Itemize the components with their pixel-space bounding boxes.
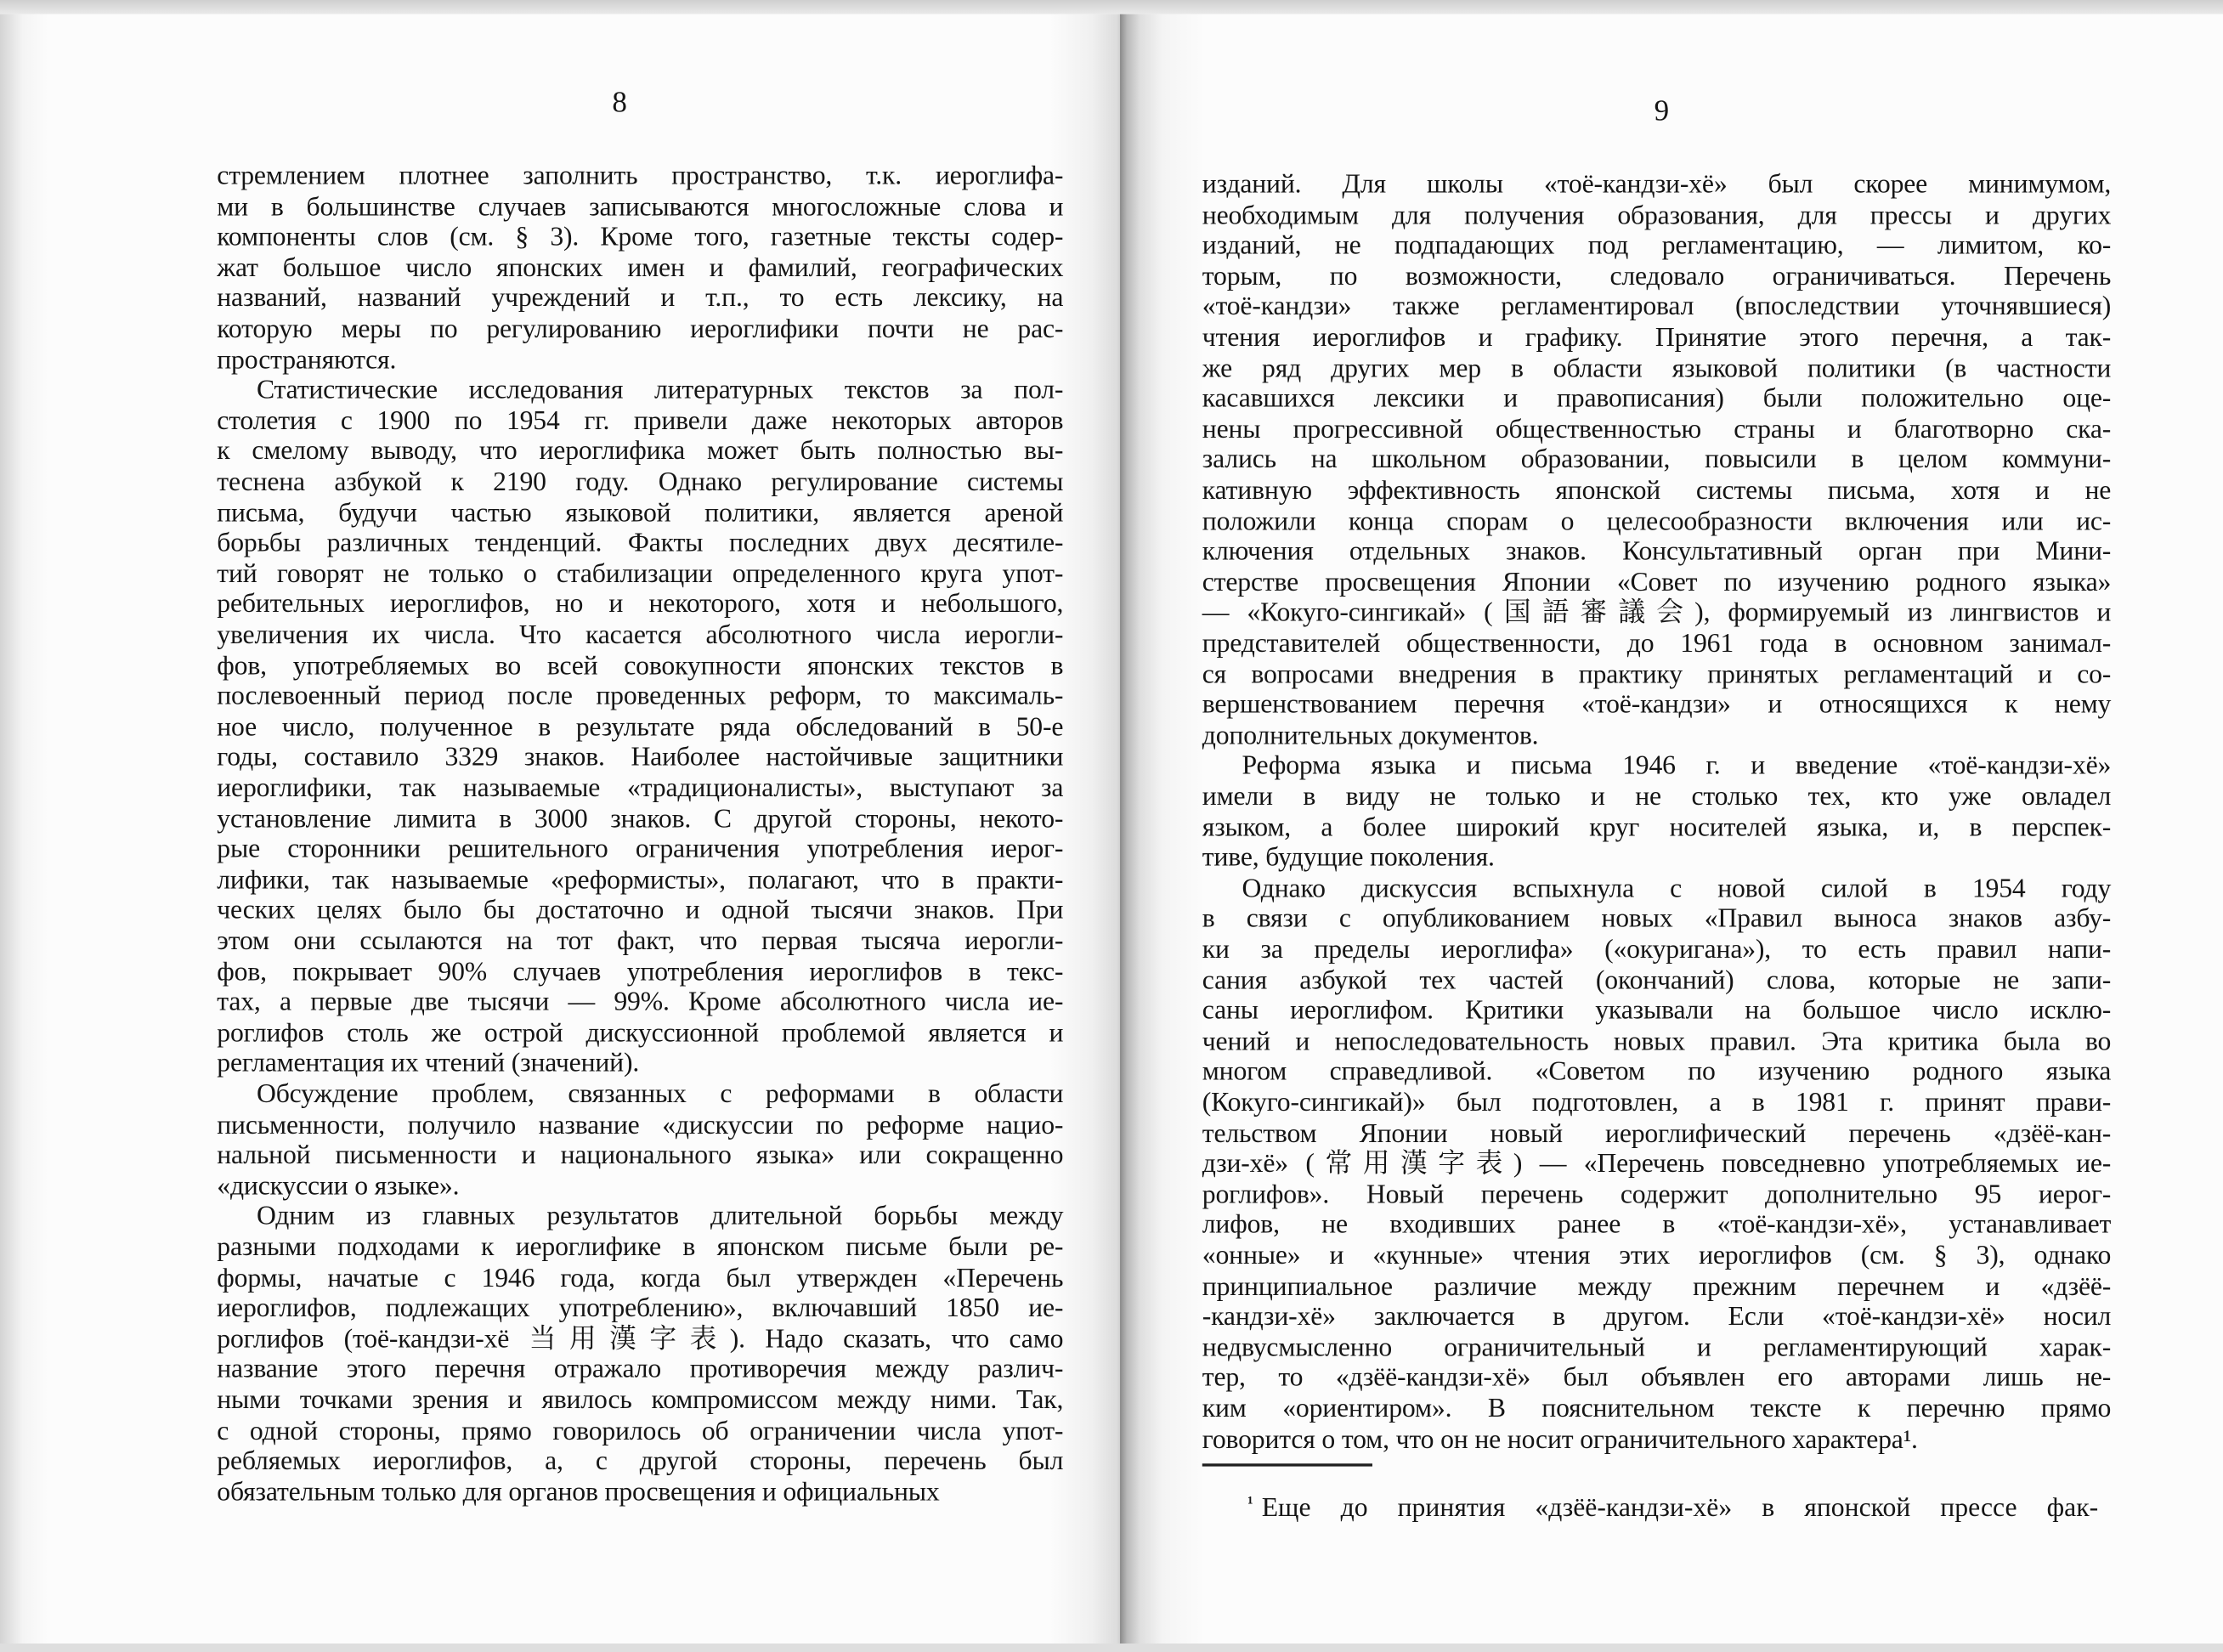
text-line: ребительных иероглифов, но и некоторого, хотя и небольшого,: [217, 590, 1064, 620]
text-line: принципиальное различие между прежним перечнем и «дзёё-: [1202, 1271, 2112, 1302]
text-line: — «Кокуго-сингикай» (国語審議会), формируемый из лингвистов и: [1202, 598, 2112, 629]
text-line: письма, будучи частью языковой политики, является ареной: [217, 498, 1064, 529]
text-line: роглифов столь же острой дискуссионной проблемой является и: [217, 1018, 1064, 1049]
text-line: Одним из главных результатов длительной борьбы между: [256, 1202, 1064, 1232]
text-line: тиве, будущие поколения.: [1202, 843, 1495, 874]
text-line: тах, а первые две тысячи — 99%. Кроме абсолютного числа ие-: [217, 987, 1064, 1018]
text-line: ми в большинстве случаев записываются многосложные слова и: [217, 192, 1064, 223]
text-line: фов, употребляемых во всей совокупности японских текстов в: [217, 651, 1064, 682]
text-line: -кандзи-хё» заключается в другом. Если «тоё-кандзи-хё» носил: [1202, 1302, 2112, 1332]
text-line: имели в виду не только и не столько тех, кто уже овладел: [1202, 782, 2112, 812]
text-line: вершенствованием перечня «тоё-кандзи» и относящихся к нему: [1202, 690, 2112, 721]
text-line: Однако дискуссия вспыхнула с новой силой в 1954 году: [1242, 874, 2112, 904]
text-line: столетия с 1900 по 1954 гг. привели даже некоторых авторов: [217, 406, 1064, 437]
text-line: компоненты слов (см. § 3). Кроме того, газетные тексты содер-: [217, 223, 1064, 253]
text-line: рые сторонники решительного ограничения употребления иерог-: [217, 834, 1064, 865]
text-line: торым, по возможности, следовало ограничиваться. Перечень: [1202, 262, 2112, 292]
text-line: «онные» и «кунные» чтения этих иероглифов (см. § 3), однако: [1202, 1241, 2112, 1271]
text-line: языком, а более широкий круг носителей языка, и, в перспек-: [1202, 812, 2112, 843]
text-line: многом справедливой. «Советом по изучению родного языка: [1202, 1057, 2112, 1088]
text-line: лифов, не входивших ранее в «тоё-кандзи-хё», устанавливает: [1202, 1210, 2112, 1241]
text-line: нены прогрессивной общественностью страны и благотворно ска-: [1202, 415, 2112, 445]
text-line: дополнительных документов.: [1202, 721, 1539, 751]
text-line: чений и непоследовательность новых правил. Эта критика была во: [1202, 1027, 2112, 1057]
text-line: к смелому выводу, что иероглифика может быть полностью вы-: [217, 437, 1064, 467]
footnote: [1247, 1488, 2098, 1524]
text-line: же ряд других мер в области языковой политики (в частности: [1202, 354, 2112, 384]
text-line: фов, покрывает 90% случаев употребления иероглифов в текс-: [217, 957, 1064, 987]
text-line: касавшихся лексики и правописания) были положительно оце-: [1202, 384, 2112, 415]
text-line: зались на школьном образовании, повысили в целом коммуни-: [1202, 445, 2112, 476]
text-line: установление лимита в 3000 знаков. С другой стороны, некото-: [217, 804, 1064, 834]
page-number-left: 8: [612, 85, 627, 120]
text-line: иероглифики, так называемые «традиционалисты», выступают за: [217, 773, 1064, 804]
page-number-right: 9: [1654, 93, 1670, 128]
text-line: роглифов». Новый перечень содержит дополнительно 95 иерог-: [1202, 1180, 2112, 1210]
text-line: обязательным только для органов просвещения и официальных: [217, 1477, 940, 1508]
text-line: Обсуждение проблем, связанных с реформами в области: [256, 1079, 1064, 1110]
text-line: представителей общественности, до 1961 года в основном занимал-: [1202, 629, 2112, 659]
text-line: тер, то «дзёё-кандзи-хё» был объявлен его авторами лишь не-: [1202, 1363, 2112, 1394]
text-line: жат большое число японских имен и фамилий, географических: [217, 253, 1064, 284]
text-line: тельством Японии новый иероглифический перечень «дзёё-кан-: [1202, 1118, 2112, 1149]
text-line: регламентация их чтений (значений).: [217, 1049, 640, 1079]
text-line: ческих целях было бы достаточно и одной тысячи знаков. При: [217, 896, 1064, 926]
text-line: письменности, получило название «дискуссии по реформе нацио-: [217, 1110, 1064, 1140]
text-line: ким «ориентиром». В пояснительном тексте к перечню прямо: [1202, 1394, 2112, 1424]
text-line: в связи с опубликованием новых «Правил выноса знаков азбу-: [1202, 904, 2112, 935]
text-line: теснена азбукой к 2190 году. Однако регулирование системы: [217, 467, 1064, 498]
text-line: стерстве просвещения Японии «Совет по изучению родного языка»: [1202, 568, 2112, 598]
text-line: пространяются.: [217, 345, 397, 376]
text-line: ребляемых иероглифов, а, с другой стороны, перечень был: [217, 1446, 1064, 1477]
scan-top-edge: [0, 0, 2223, 14]
text-line: нальной письменности и национального языка» или сокращенно: [217, 1140, 1064, 1171]
text-line: названий, названий учреждений и т.п., то есть лексику, на: [217, 284, 1064, 314]
text-line: говорится о том, что он не носит ограничительного характера¹.: [1202, 1424, 1918, 1455]
text-line: сания азбукой тех частей (окончаний) слова, которые не запи-: [1202, 965, 2112, 996]
text-line: изданий. Для школы «тоё-кандзи-хё» был скорее минимумом,: [1202, 170, 2112, 201]
text-line: ными точками зрения и явилось компромиссом между ними. Так,: [217, 1385, 1064, 1416]
text-line: Реформа языка и письма 1946 г. и введение «тоё-кандзи-хё»: [1242, 751, 2112, 782]
footnote-text: Еще до принятия «дзёё-кандзи-хё» в японской прессе фак-: [1261, 1493, 2099, 1524]
text-line: увеличения их числа. Что касается абсолютного числа иерогли-: [217, 620, 1064, 651]
text-line: изданий, не подпадающих под регламентацию, — лимитом, ко-: [1202, 231, 2112, 262]
text-line: ключения отдельных знаков. Консультативный орган при Мини-: [1202, 537, 2112, 568]
footnote-marker: ¹: [1247, 1491, 1253, 1513]
text-line: ся вопросами внедрения в практику принятых регламентаций и со-: [1202, 659, 2112, 690]
text-line: этом они ссылаются на тот факт, что первая тысяча иерогли-: [217, 926, 1064, 957]
text-line: иероглифов, подлежащих употреблению», включавший 1850 ие-: [217, 1293, 1064, 1324]
text-line: борьбы различных тенденций. Факты последних двух десятиле-: [217, 529, 1064, 559]
text-line: послевоенный период после проведенных реформ, то максималь-: [217, 682, 1064, 712]
text-line: положили конца спорам о целесообразности включения или ис-: [1202, 506, 2112, 537]
text-line: «дискуссии о языке».: [217, 1171, 460, 1202]
text-line: необходимым для получения образования, для прессы и других: [1202, 201, 2112, 231]
text-line: которую меры по регулированию иероглифики почти не рас-: [217, 314, 1064, 345]
text-line: дзи-хё» (常用漢字表) — «Перечень повседневно употребляемых ие-: [1202, 1149, 2112, 1180]
footnote-rule: [1202, 1463, 1372, 1466]
text-line: недвусмысленно ограничительный и регламентирующий харак-: [1202, 1332, 2112, 1363]
text-line: Статистические исследования литературных текстов за пол-: [256, 376, 1064, 406]
text-line: «тоё-кандзи» также регламентировал (впоследствии уточнявшиеся): [1202, 292, 2112, 323]
text-line: роглифов (тоё-кандзи-хё 当用漢字表). Надо сказать, что само: [217, 1324, 1064, 1355]
text-line: чтения иероглифов и графику. Принятие этого перечня, а так-: [1202, 323, 2112, 354]
text-line: кативную эффективность японской системы письма, хотя и не: [1202, 476, 2112, 506]
text-line: лифики, так называемые «реформисты», полагают, что в практи-: [217, 865, 1064, 896]
text-line: ное число, полученное в результате ряда обследований в 50-е: [217, 712, 1064, 743]
text-line: ки за пределы иероглифа» («окуригана»), то есть правил напи-: [1202, 935, 2112, 965]
text-line: саны иероглифом. Критики указывали на большое число исклю-: [1202, 996, 2112, 1027]
text-line: формы, начатые с 1946 года, когда был утвержден «Перечень: [217, 1263, 1064, 1293]
text-line: название этого перечня отражало противоречия между различ-: [217, 1355, 1064, 1385]
text-line: годы, составило 3329 знаков. Наиболее настойчивые защитники: [217, 743, 1064, 773]
scan-bottom-edge: [0, 1644, 2223, 1652]
text-line: с одной стороны, прямо говорилось об ограничении числа упот-: [217, 1416, 1064, 1446]
text-line: стремлением плотнее заполнить пространство, т.к. иероглифа-: [217, 161, 1064, 192]
text-line: тий говорят не только о стабилизации определенного круга упот-: [217, 559, 1064, 590]
text-line: разными подходами к иероглифике в японском письме были ре-: [217, 1232, 1064, 1263]
text-line: (Кокуго-сингикай)» был подготовлен, а в 1981 г. принят прави-: [1202, 1088, 2112, 1118]
